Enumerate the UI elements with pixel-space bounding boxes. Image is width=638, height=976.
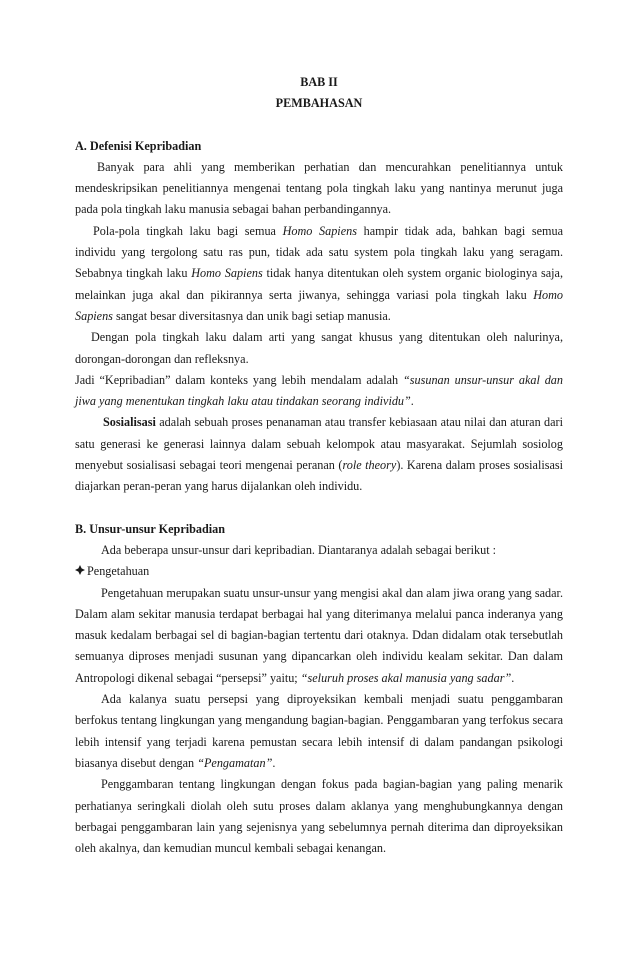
bullet-item [75,561,563,582]
text-run: tidak hanya ditentukan oleh system organic biologinya saja, melainkan juga akal dan pikirannya serta jiwanya, sehingga variasi pola tingkah laku [75,266,563,302]
italic-term: Homo Sapiens [282,223,357,238]
paragraph-a5 [75,412,563,497]
section-a-heading: A. Defenisi Kepribadian [75,138,202,153]
paragraph-a3: Dengan pola tingkah laku dalam arti yang sangat khusus yang ditentukan oleh nalurinya, dorongan-dorongan dan refleksnya. [75,330,563,366]
italic-term: role theory [342,458,397,473]
text-run: Pola-pola tingkah laku bagi semua [93,223,283,238]
paragraph-b-intro: Ada beberapa unsur-unsur dari kepribadian. Diantaranya adalah sebagai berikut : [101,542,497,557]
text-run: Ada kalanya suatu persepsi yang diproyeksikan kembali menjadi suatu penggambaran berfokus tentang lingkungan yang mengandung bagian-bagian. Penggambaran yang terfokus secara lebih intensif yang terjadi karena pemustan secara lebih intensif di dalam pandangan psikologi biasanya disebut dengan [75,692,563,770]
italic-term: Homo Sapiens [75,287,563,323]
italic-quote: “seluruh proses akal manusia yang sadar” [300,670,512,685]
text-run: Jadi “Kepribadian” dalam konteks yang lebih mendalam adalah [75,372,404,387]
chapter-title: PEMBAHASAN [275,96,363,111]
paragraph-a1: Banyak para ahli yang memberikan perhatian dan mencurahkan penelitiannya untuk mendeskripsikan penelitiannya mengenai tentang pola tingkah laku yang nantinya merunut juga pada pola tingkah laku manusia sebagai bahan perbandingannya. [75,159,563,217]
bullet-label: Pengetahuan [87,564,150,579]
text-run: Pengetahuan merupakan suatu unsur-unsur yang mengisi akal dan alam jiwa orang yang sadar. Dalam alam sekitar manusia terdapat berbagai hal yang diterimanya melalui panca inderanya yang masuk kedalam berbagai sel di bagian-bagian tertentu dari otaknya. Ddan didalam otak tersebutlah semuanya diproses menjadi susunan yang dipancarkan oleh individu kealam sekitar. Dan dalam Antropologi dikenal sebagai “persepsi” yaitu; [75,585,563,685]
paragraph-b2 [75,689,563,774]
paragraph-a4 [75,370,563,413]
italic-term: Homo Sapiens [191,266,263,281]
text-run: . [511,670,515,685]
paragraph-b3: Penggambaran tentang lingkungan dengan fokus pada bagian-bagian yang paling menarik perhatianya seringkali diolah oleh sutu proses dalam aklanya yang menghubungkannya dengan berbagai penggambaran lain yang sejenisnya yang sebelumnya pernah diterima dan diproyeksikan oleh akalnya, dan kemudian muncul kembali sebagai kenangan. [75,777,563,856]
text-run: . [410,394,414,409]
text-run: hampir tidak ada, bahkan bagi semua individu yang tergolong satu ras pun, tidak ada satu system pola tingkah laku yang seragam. Sebabnya tingkah laku [75,223,563,281]
bold-term: Sosialisasi [103,415,156,430]
text-run: adalah sebuah proses penanaman atau transfer kebiasaan atau nilai dan aturan dari satu generasi ke generasi lainnya dalam sebuah kelompok atau masyarakat. Sejumlah sosiolog menyebut sosialisasi sebagai teori mengenai peranan ( [75,415,563,473]
chapter-number: BAB II [300,75,338,89]
section-b-heading: B. Unsur-unsur Kepribadian [75,521,226,536]
paragraph-a2 [75,221,563,327]
paragraph-b1 [75,583,563,689]
text-run: sangat besar diversitasnya dan unik bagi setiap manusia. [112,308,391,323]
italic-quote: “Pengamatan” [197,755,273,770]
italic-quote: “susunan unsur-unsur akal dan jiwa yang menentukan tingkah laku atau tindakan seorang individu” [75,372,563,409]
text-run: . [272,755,276,770]
diamond-bullet-icon [75,561,87,582]
text-run: ). Karena dalam proses sosialisasi diajarkan peran-peran yang harus dijalankan oleh individu. [75,458,564,494]
